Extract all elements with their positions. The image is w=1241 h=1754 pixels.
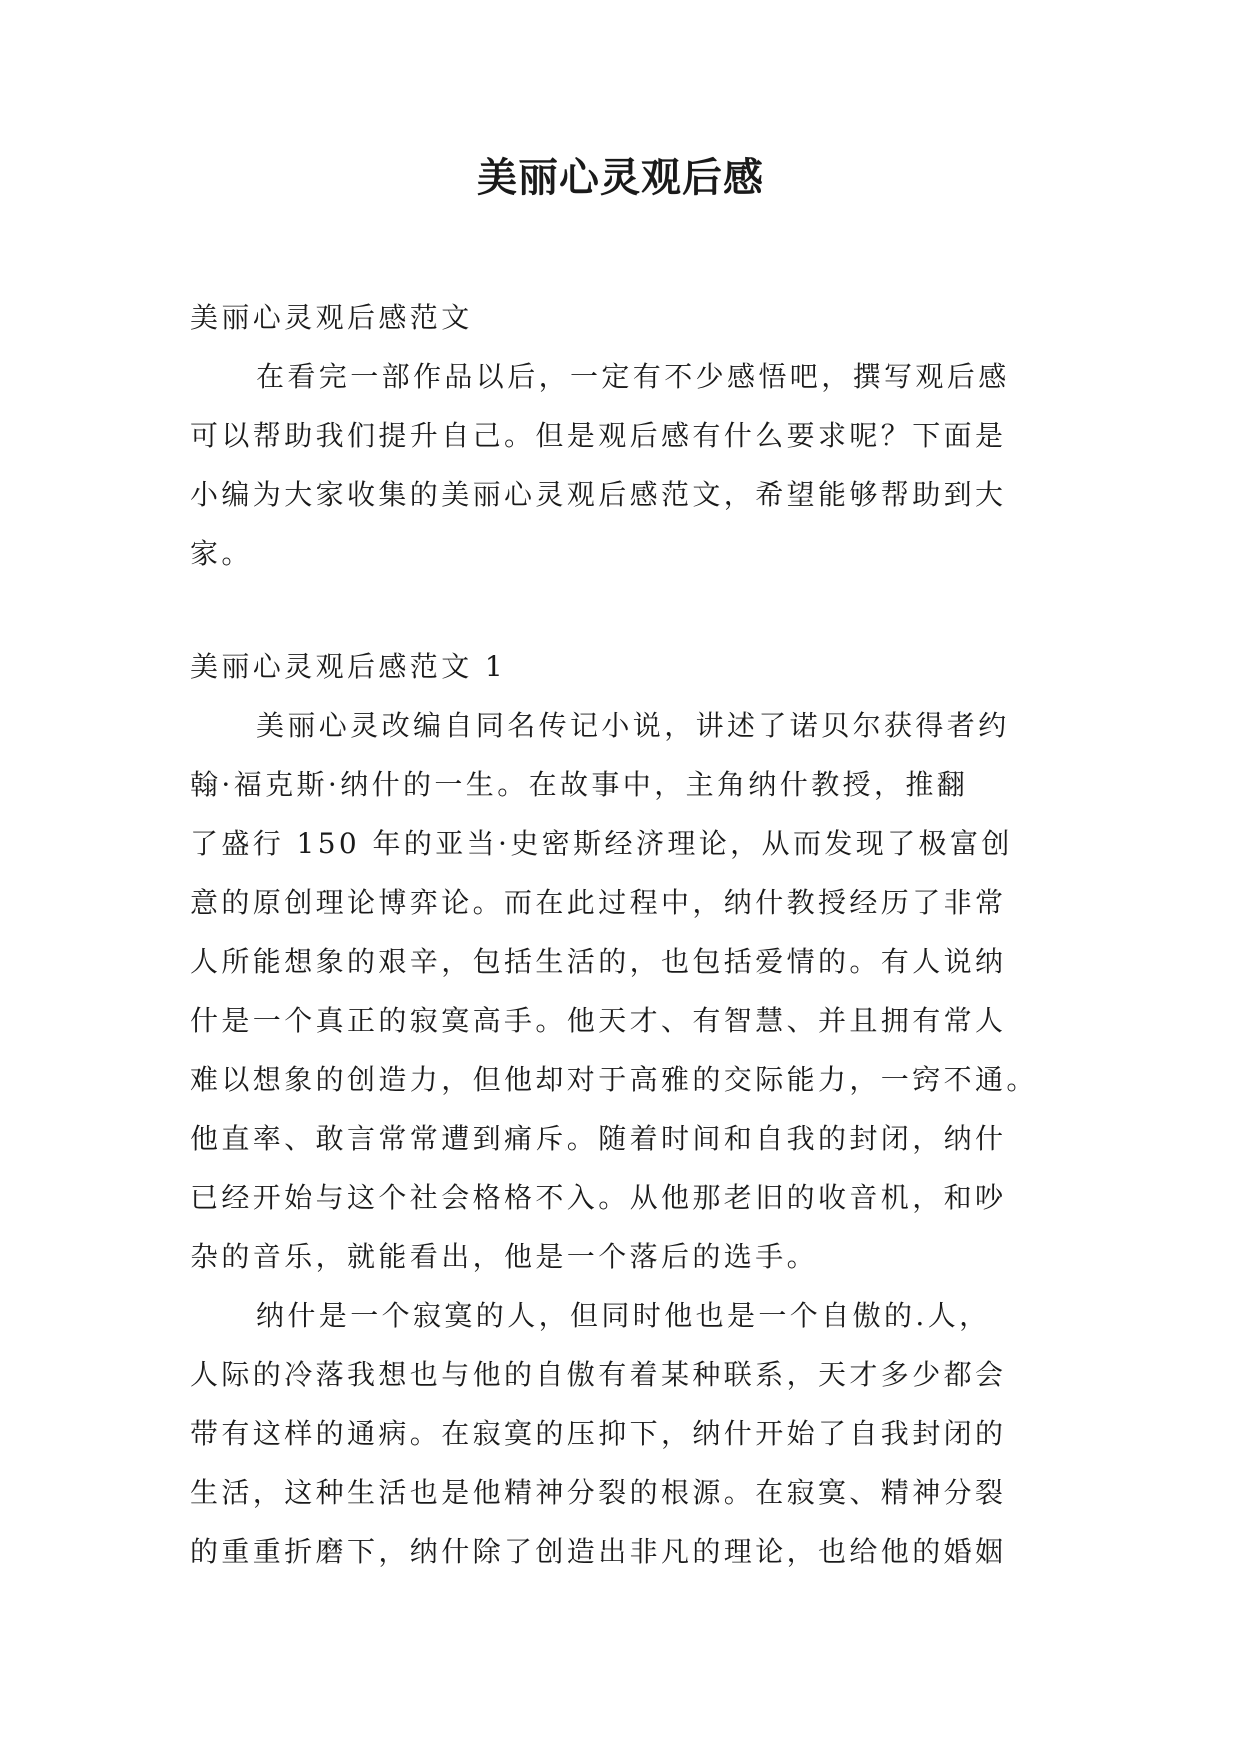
intro-block bbox=[190, 288, 1050, 583]
paragraph-line: 美丽心灵改编自同名传记小说，讲述了诺贝尔获得者约 bbox=[256, 709, 1010, 742]
paragraph-line: 纳什是一个寂寞的人，但同时他也是一个自傲的.人， bbox=[256, 1299, 991, 1332]
paragraph-line: 什是一个真正的寂寞高手。他天才、有智慧、并且拥有常人 bbox=[190, 1004, 1007, 1037]
paragraph-line: 人所能想象的艰辛，包括生活的，也包括爱情的。有人说纳 bbox=[190, 945, 1007, 978]
paragraph-line: 杂的音乐，就能看出，他是一个落后的选手。 bbox=[190, 1240, 819, 1273]
paragraph-line: 带有这样的通病。在寂寞的压抑下，纳什开始了自我封闭的 bbox=[190, 1417, 1007, 1450]
paragraph-line: 翰·福克斯·纳什的一生。在故事中，主角纳什教授，推翻 bbox=[190, 768, 969, 801]
section1-heading: 美丽心灵观后感范文 1 bbox=[190, 650, 507, 683]
intro-line: 可以帮助我们提升自己。但是观后感有什么要求呢？下面是 bbox=[190, 419, 1007, 452]
paragraph-line: 他直率、敢言常常遭到痛斥。随着时间和自我的封闭，纳什 bbox=[190, 1122, 1007, 1155]
paragraph-line: 了盛行 150 年的亚当·史密斯经济理论，从而发现了极富创 bbox=[190, 827, 1013, 860]
paragraph-line: 的重重折磨下，纳什除了创造出非凡的理论，也给他的婚姻 bbox=[190, 1535, 1007, 1568]
intro-line: 在看完一部作品以后，一定有不少感悟吧，撰写观后感 bbox=[256, 360, 1010, 393]
section1-block bbox=[190, 637, 1050, 1581]
paragraph-line: 已经开始与这个社会格格不入。从他那老旧的收音机，和吵 bbox=[190, 1181, 1007, 1214]
paragraph-line: 人际的冷落我想也与他的自傲有着某种联系，天才多少都会 bbox=[190, 1358, 1007, 1391]
paragraph-line: 生活，这种生活也是他精神分裂的根源。在寂寞、精神分裂 bbox=[190, 1476, 1007, 1509]
intro-line: 小编为大家收集的美丽心灵观后感范文，希望能够帮助到大 bbox=[190, 478, 1007, 511]
paragraph-line: 意的原创理论博弈论。而在此过程中，纳什教授经历了非常 bbox=[190, 886, 1007, 919]
document-title: 美丽心灵观后感 bbox=[477, 155, 764, 201]
paragraph-line: 难以想象的创造力，但他却对于高雅的交际能力，一窍不通。 bbox=[190, 1063, 1038, 1096]
intro-line: 家。 bbox=[190, 537, 253, 570]
intro-heading: 美丽心灵观后感范文 bbox=[190, 301, 473, 334]
